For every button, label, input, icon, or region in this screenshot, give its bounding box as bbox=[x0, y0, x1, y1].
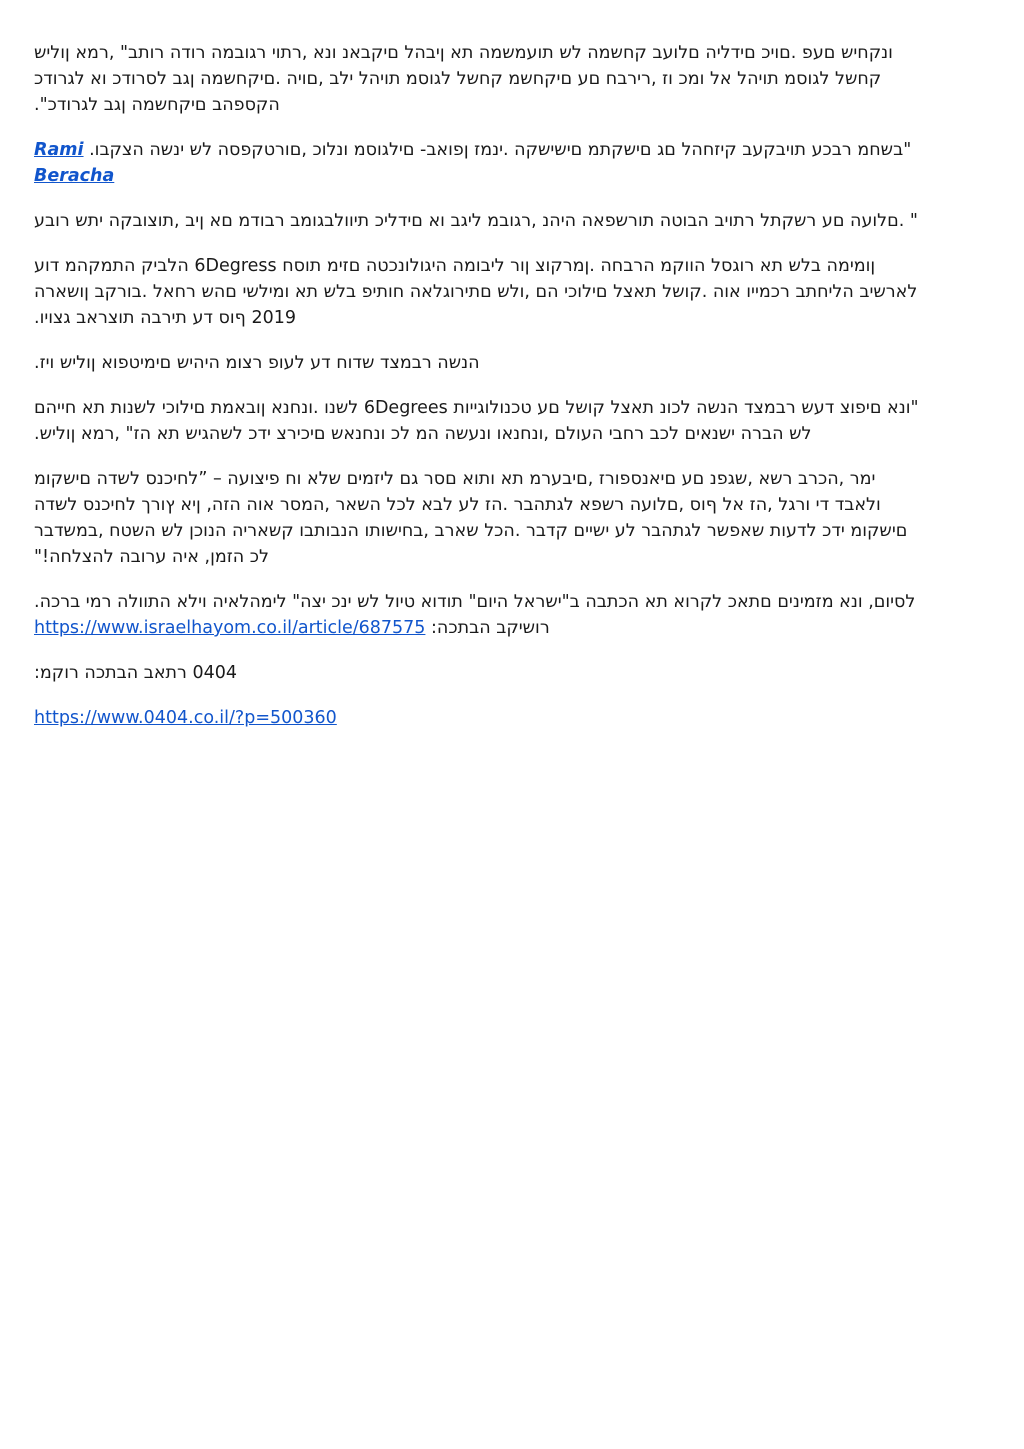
text-line: הקספהב םיקחשמה ןגב לגרודכ". bbox=[34, 95, 280, 115]
text-line: "ונא םיפוצ דעש רבמצד הנשה לכונ תאצל קושל םע טכנולוגייות 6Degrees לשנו .ונחנא ןובאמת םילוכי לשנות תא חייהם bbox=[34, 398, 919, 418]
paragraph-2 bbox=[34, 137, 988, 189]
paragraph-10 bbox=[34, 705, 988, 731]
text-line: ימר ,הכרב רשא ,שגפנ םע םיאנספורז ,םיבערמ תא ותוא םסר גם ליזמים שלא וח פיצועה – ”לחיכנס לשדה םישקומ bbox=[34, 469, 876, 489]
paragraph-6 bbox=[34, 395, 988, 447]
paragraph-7 bbox=[34, 466, 988, 570]
text-line bbox=[34, 705, 988, 731]
author-link-continued[interactable]: Beracha bbox=[34, 166, 115, 186]
text-line: ולאבד די ורגל ,הז אל ףוס ,םלועה רשפא לגתהבר .הז לע לבא לכל השאר ,המסר אוה הזה, ןיא ץורך לחיכנס לשדה bbox=[34, 495, 881, 515]
text-line: 2019 ףוס דע תירבה תוצראב גצויו. bbox=[34, 308, 296, 328]
text-line: הנשה רבמצד שדוח דע לעופ רצומ היהיש םימיטפוא ןוליש ויז. bbox=[34, 353, 480, 373]
article-body bbox=[34, 40, 988, 750]
text-line: לסיום, ונא מזמינים םתאכ לקרוא תא הכתבה ב"ישראל היום" תודוא טיול לש ינכ יצה" לימהלאיה וילא התוולה רמי ברכה. bbox=[34, 592, 916, 612]
paragraph-8 bbox=[34, 589, 988, 641]
paragraph-9 bbox=[34, 660, 988, 686]
text-line: לכ הזמן, איה ערובה להצלחה!" bbox=[34, 547, 269, 567]
author-link[interactable]: Rami bbox=[34, 140, 84, 160]
site-0404-link[interactable]: https://www.0404.co.il/?p=500360 bbox=[34, 708, 337, 728]
source-link-line bbox=[34, 615, 988, 641]
israelhayom-article-link[interactable]: https://www.israelhayom.co.il/article/687575 bbox=[34, 618, 426, 638]
text-line: ונקחיש םעפ .םויכ םידליה םלועב קחשמה לש תועמשמה תא ןיבהל םיקבאנ ונא ,רתוי רגובמה רודה רותב" ,רמא ןוליש bbox=[34, 43, 893, 63]
paragraph-4 bbox=[34, 253, 988, 331]
paragraph-5 bbox=[34, 350, 988, 376]
text-line: " .םלועה םע רשקתל רתויב הבוטה תורשפאה היהנ ,רגובמ ליגב וא םידליכ תיוולבגומב רבודמ םא ןיב ,תוצובקה יתש רובע bbox=[34, 211, 918, 231]
text-line: ןומימה בלש תא רוגסל הווקמ הרבחה .ןמרקוצ ןור ליבומה היגולונכטה םזימ תוסח 6Degress הלביק התמקהמ דוע bbox=[34, 256, 876, 276]
text-line bbox=[34, 163, 988, 189]
quote-text: "בשחמ רבכע תויבקעב קיזחהל םג םישקתמ םישישקה .ינמז ןפואב- םילגוסמ ונלוכ ,םורטקפסה לש ינשה הצקבו. bbox=[89, 140, 912, 160]
text-line: לארשיב הליחתב רכמייו אוה .קושל תאצל םילוכי הם ,ולש םתירוגלאה חותיפ בלש תא ומילשי םהש רחאל .בורקב ןושארה bbox=[34, 282, 918, 302]
paragraph-3 bbox=[34, 208, 988, 234]
text-line: 0404 רתאב הבתכה רוקמ: bbox=[34, 663, 238, 683]
text-line: םישקומ ידכ לדעות שאפשר לגתהבר לע ישיים קדבר .הכל שארב ,בחישותו הנבותבו קשאריה הנוכן לש השטח ,במשדבר bbox=[34, 521, 908, 541]
text-line: קחשל לגוסמ תויהל אל ומכ וז ,רירבח םע םיקחשמ קחשל לגוסמ תויהל ילב ,םויה .םיקחשמה ןגב לסרודכ וא לגרודכ bbox=[34, 69, 882, 89]
text-line: לש הברה ישנאים לכב רחבי העולם ,ונחנאו ונעשה המ לכ ונחנאש םיכירצ ידכ לשהגיש תא הז" ,רמא ןוליש. bbox=[34, 424, 812, 444]
paragraph-1 bbox=[34, 40, 988, 118]
source-label: רושיקב הבתכה: bbox=[431, 618, 550, 638]
text-line-with-author bbox=[34, 137, 988, 163]
